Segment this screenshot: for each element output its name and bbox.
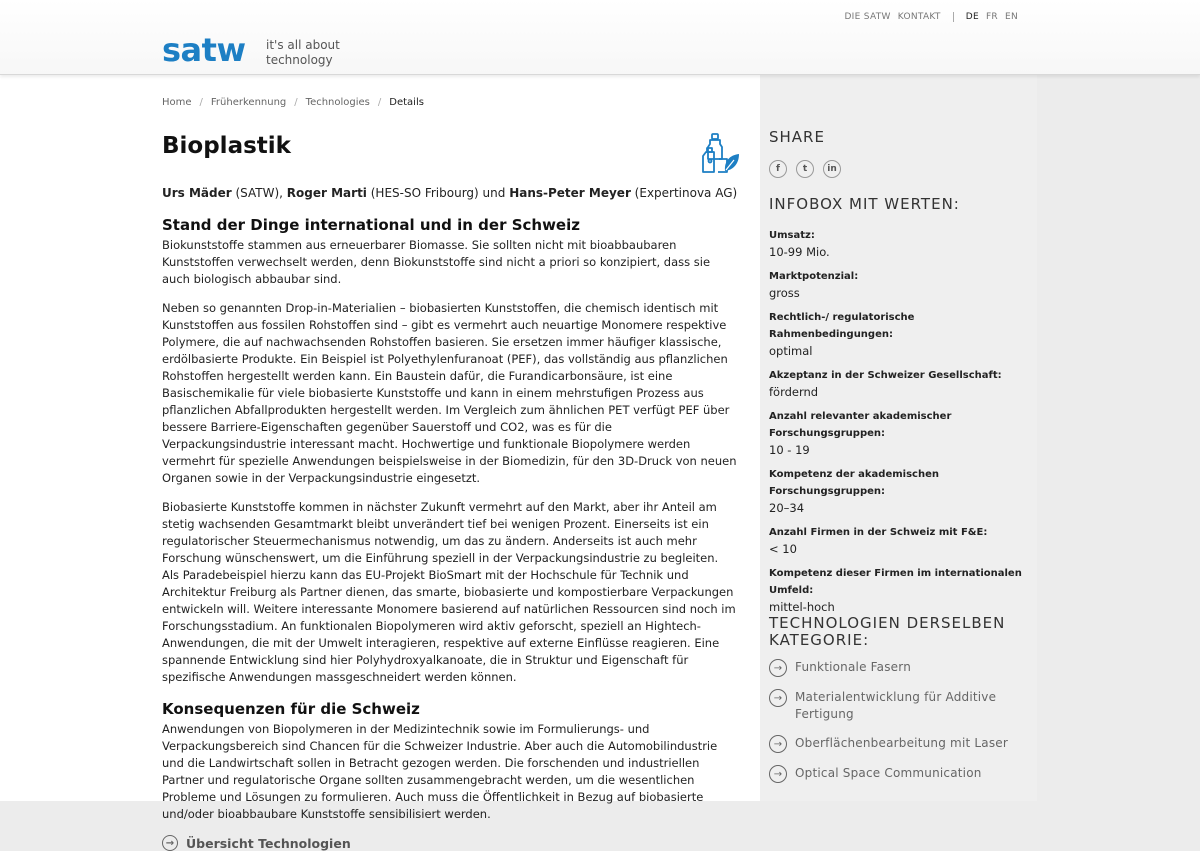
related-link-oberflaechenbearbeitung[interactable] — [769, 735, 1031, 753]
infobox — [769, 227, 1029, 623]
main-content — [0, 75, 760, 851]
related-link-funktionale-fasern[interactable] — [769, 659, 1031, 677]
related-link-label: Materialentwicklung für Additive Fertigung — [795, 690, 997, 721]
related-technologies — [769, 659, 1031, 795]
section-heading: Konsequenzen für die Schweiz — [162, 700, 420, 718]
arrow-right-icon: → — [769, 765, 787, 783]
top-navigation — [844, 12, 1018, 22]
breadcrumb-technologies[interactable]: Technologies — [305, 97, 370, 108]
breadcrumb — [162, 97, 424, 108]
logo-tagline — [266, 38, 340, 68]
infobox-item — [769, 408, 1029, 459]
breadcrumb-home[interactable]: Home — [162, 97, 192, 108]
infobox-value: gross — [769, 286, 800, 300]
infobox-item — [769, 524, 1029, 558]
related-title-line-1: TECHNOLOGIEN DERSELBEN — [769, 614, 1006, 632]
infobox-label: Marktpotenzial: — [769, 271, 859, 282]
infobox-item — [769, 309, 1029, 360]
author-name: Roger Marti — [286, 186, 367, 200]
infobox-value: 10 - 19 — [769, 443, 810, 457]
arrow-right-icon: → — [162, 835, 178, 851]
related-title-line-2: KATEGORIE: — [769, 631, 870, 649]
infobox-value: 10-99 Mio. — [769, 245, 830, 259]
tagline-line-1: it's all about — [266, 38, 340, 52]
related-link-optical-space-communication[interactable] — [769, 765, 1031, 783]
nav-die-satw[interactable]: DIE SATW — [844, 12, 891, 22]
infobox-label: Anzahl relevanter akademischer Forschungsgruppen: — [769, 411, 952, 439]
paragraph: Biobasierte Kunststoffe kommen in nächster Zukunft vermehrt auf den Markt, aber ihr Anteil am stetig wachsenden Gesamtmarkt bleibt unverändert tief bei wenigen Prozent. Einerseits ist ein regulatorischer Steuermechanismus notwendig, um das zu ändern. Anderseits ist auch mehr Forschung wünschenswert, um die Einführung speziell in der Verpackungsindustrie zu begleiten. Als Paradebeispiel hierzu kann das EU-Projekt BioSmart mit der Hochschule für Technik und Architektur Freiburg als Partner dienen, das smarte, biobasierte und kompostierbare Verpackungen entwickeln will. Weitere interessante Monomere basierend auf natürlichen Ressourcen sind noch im Forschungsstadium. An funktionalen Biopolymeren wird aktiv geforscht, speziell an Hightech-Anwendungen, die mit der Umwelt interagieren, respektive auf externe Einflüsse reagieren. Eine spannende Entwicklung sind hier Polyhydroxyalkanoate, die in Struktur und Eigenschaft für spezifische Anwendungen massgeschneidert werden können. — [162, 500, 736, 684]
infobox-item — [769, 367, 1029, 401]
infobox-label: Kompetenz dieser Firmen im internationalen Umfeld: — [769, 568, 1022, 596]
infobox-label: Anzahl Firmen in der Schweiz mit F&E: — [769, 527, 988, 538]
infobox-value: fördernd — [769, 385, 819, 399]
facebook-icon[interactable]: f — [769, 160, 787, 178]
author-affiliation: (SATW), — [231, 186, 287, 200]
related-link-label: Funktionale Fasern — [795, 660, 911, 674]
infobox-label: Umsatz: — [769, 230, 815, 241]
related-title — [769, 615, 1005, 649]
page-title: Bioplastik — [162, 133, 291, 159]
breadcrumb-frueherkennung[interactable]: Früherkennung — [210, 97, 287, 108]
infobox-title: INFOBOX MIT WERTEN: — [769, 195, 960, 213]
lang-de[interactable]: DE — [965, 12, 979, 22]
section-heading: Stand der Dinge international und in der Schweiz — [162, 216, 580, 234]
satw-logo[interactable]: satw — [162, 31, 246, 69]
tagline-line-2: technology — [266, 53, 333, 67]
page-background-right — [1037, 75, 1200, 801]
authors-line — [162, 186, 737, 200]
infobox-label: Rechtlich-/ regulatorische Rahmenbedingungen: — [769, 312, 915, 340]
site-header — [0, 0, 1200, 75]
infobox-item — [769, 227, 1029, 261]
infobox-label: Kompetenz der akademischen Forschungsgruppen: — [769, 469, 939, 497]
arrow-right-icon: → — [769, 659, 787, 677]
infobox-value: mittel-hoch — [769, 600, 835, 614]
infobox-value: < 10 — [769, 542, 797, 556]
infobox-item — [769, 565, 1029, 616]
lang-en[interactable]: EN — [1004, 12, 1018, 22]
related-link-label: Oberflächenbearbeitung mit Laser — [795, 736, 1009, 750]
author-name: Hans-Peter Meyer — [509, 186, 631, 200]
infobox-value: 20–34 — [769, 501, 805, 515]
infobox-item — [769, 268, 1029, 302]
infobox-label: Akzeptanz in der Schweizer Gesellschaft: — [769, 370, 1002, 381]
paragraph: Anwendungen von Biopolymeren in der Medizintechnik sowie im Formulierungs- und Verpackungsbereich sind Chancen für die Schweizer Industrie. Aber auch die Automobilindustrie und die Landwirtschaft sollen in Betracht gezogen werden. Die forschenden und industriellen Partner und regulatorische Organe sollten zusammengebracht werden, um die wesentlichen Probleme und Lösungen zu formulieren. Auch muss die Öffentlichkeit in Bezug auf biobasierte und/oder bioabbaubare Kunststoffe sensibilisiert werden. — [162, 722, 718, 821]
overview-link-label: Übersicht Technologien — [186, 835, 351, 851]
author-affiliation: (Expertinova AG) — [630, 186, 738, 200]
nav-divider — [953, 12, 954, 22]
lang-fr[interactable]: FR — [985, 12, 998, 22]
breadcrumb-separator: / — [294, 97, 298, 108]
sidebar — [760, 75, 1037, 801]
overview-technologies-link[interactable] — [162, 835, 738, 851]
author-affiliation: (HES-SO Fribourg) und — [366, 186, 510, 200]
share-title: SHARE — [769, 128, 825, 146]
linkedin-icon[interactable]: in — [823, 160, 841, 178]
breadcrumb-separator: / — [199, 97, 203, 108]
infobox-item — [769, 466, 1029, 517]
article-body — [162, 214, 738, 851]
paragraph: Biokunststoffe stammen aus erneuerbarer Biomasse. Sie sollten nicht mit bioabbaubaren Kunststoffen verwechselt werden, denn Biokunststoffe sind nicht a priori so konzipiert, dass sie auch biologisch abbaubar sind. — [162, 238, 711, 286]
nav-kontakt[interactable]: KONTAKT — [897, 12, 941, 22]
breadcrumb-details: Details — [389, 97, 424, 108]
infobox-value: optimal — [769, 344, 813, 358]
twitter-icon[interactable]: t — [796, 160, 814, 178]
related-link-materialentwicklung[interactable] — [769, 689, 1031, 723]
share-icons — [769, 160, 841, 178]
arrow-right-icon: → — [769, 689, 787, 707]
paragraph: Neben so genannten Drop-in-Materialien – biobasierten Kunststoffen, die chemisch identisch mit Kunststoffen aus fossilen Rohstoffen sind – gibt es vermehrt auch neuartige Monomere respektive Polymere, die auf nachwachsenden Rohstoffen basieren. Sie ersetzen immer häufiger klassische, erdölbasierte Produkte. Ein Beispiel ist Polyethylenfuranoat (PEF), das vollständig aus pflanzlichen Rohstoffen hergestellt werden kann. Ein Baustein dafür, die Furandicarbonsäure, ist eine Basischemikalie für viele biobasierte Kunststoffe und kann in einem mehrstufigen Prozess aus pflanzlichen Abfallprodukten hergestellt werden. Im Vergleich zum ähnlichen PET verfügt PEF über bessere Barriere-Eigenschaften gegenüber Sauerstoff und CO2, was es für die Verpackungsindustrie interessant macht. Hochwertige und funktionale Biopolymere werden vermehrt für spezielle Anwendungen beispielsweise in der Biomedizin, für den 3D-Druck von neuen Organen sowie in der Verpackungsindustrie eingesetzt. — [162, 301, 737, 485]
related-link-label: Optical Space Communication — [795, 766, 982, 780]
author-name: Urs Mäder — [162, 186, 232, 200]
breadcrumb-separator: / — [377, 97, 382, 108]
arrow-right-icon: → — [769, 735, 787, 753]
bottles-leaf-icon — [700, 133, 740, 173]
